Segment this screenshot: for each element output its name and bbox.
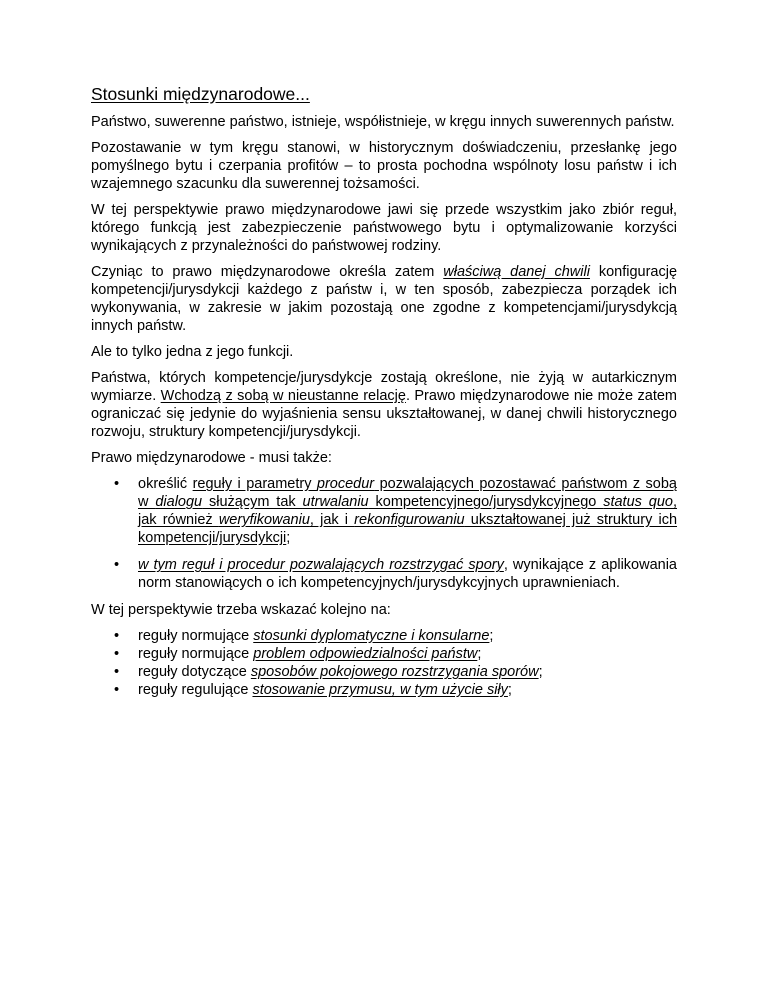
item-text: reguły regulujące <box>138 682 253 698</box>
underlined-text: Wchodzą z sobą w nieustanne relację <box>160 388 406 404</box>
item-text: ; <box>507 682 512 698</box>
list-item <box>91 556 677 592</box>
item-text: , jak i <box>309 512 355 528</box>
item-text: określić <box>138 476 193 492</box>
italic-text: procedur <box>316 476 375 492</box>
item-text: służącym tak <box>202 494 303 510</box>
emphasis-text: stosowanie przymusu, w tym użycie siły <box>252 682 508 698</box>
item-text: reguły dotyczące <box>138 664 251 680</box>
page-title: Stosunki międzynarodowe... <box>91 84 310 104</box>
item-text: , jak również <box>138 494 678 528</box>
paragraph-1: Państwo, suwerenne państwo, istnieje, współistnieje, w kręgu innych suwerennych państw. <box>91 114 675 130</box>
bullet-icon: • <box>114 664 120 680</box>
emphasis-text: problem odpowiedzialności państw <box>253 646 478 662</box>
item-text: ukształtowanej już struktury ich kompetencji/jurysdykcji <box>138 512 678 546</box>
emphasis-text: w tym reguł i procedur pozwalających rozstrzygać spory <box>138 557 504 573</box>
item-text: , wynikające z aplikowania norm stanowiących o ich kompetencyjnych/jurysdykcyjnych uprawnieniach. <box>138 557 677 591</box>
paragraph-5: Ale to tylko jedna z jego funkcji. <box>91 344 294 360</box>
item-text: kompetencyjnego/jurysdykcyjnego <box>368 494 604 510</box>
item-text: ; <box>538 664 543 680</box>
paragraph-8: W tej perspektywie trzeba wskazać kolejno na: <box>91 602 391 618</box>
item-text: pozwalających pozostawać państwom z sobą w <box>138 476 677 510</box>
bullet-icon: • <box>114 557 120 573</box>
paragraph-4-text: konfigurację kompetencji/jurysdykcji każdego z państw i, w ten sposób, zabezpiecza porządek ich wykonywania, w zakresie w jakim pozostają one zgodne z kompetencjami/jurysdykcją innych państw. <box>91 264 678 334</box>
emphasis-text: sposobów pokojowego rozstrzygania sporów <box>250 664 539 680</box>
bullet-list-1 <box>91 475 677 592</box>
italic-text: dialogu <box>155 494 203 510</box>
emphasis-text: właściwą danej chwili <box>443 264 590 280</box>
item-text: ; <box>286 530 291 546</box>
paragraph-6-text: . Prawo międzynarodowe nie może zatem ograniczać się jedynie do wyjaśnienia sensu ukształtowanej, w danej chwili historycznego rozwoju, struktury kompetencji/jurysdykcji. <box>91 388 677 440</box>
emphasis-text: stosunki dyplomatyczne i konsularne <box>253 628 490 644</box>
paragraph-4-text: Czyniąc to prawo międzynarodowe określa zatem <box>91 264 444 280</box>
item-text: ; <box>477 646 482 662</box>
italic-text: utrwalaniu <box>302 494 369 510</box>
paragraph-6 <box>91 369 677 441</box>
list-item <box>91 627 677 645</box>
list-item <box>91 475 677 547</box>
italic-text: rekonfigurowaniu <box>354 512 465 528</box>
bullet-icon: • <box>114 628 120 644</box>
paragraph-2: Pozostawanie w tym kręgu stanowi, w historycznym doświadczeniu, przesłankę jego pomyślnego bytu i czerpania profitów – to prosta pochodna wspólnoty losu państw i ich wzajemnego szacunku dla suwerennej tożsamości. <box>91 140 677 192</box>
list-item <box>91 663 677 681</box>
paragraph-7: Prawo międzynarodowe - musi także: <box>91 450 332 466</box>
italic-text: weryfikowaniu <box>218 512 310 528</box>
bullet-icon: • <box>114 646 120 662</box>
paragraph-3: W tej perspektywie prawo międzynarodowe jawi się przede wszystkim jako zbiór reguł, którego funkcją jest zabezpieczenie państwowego bytu i optymalizowanie korzyści wynikających z przynależności do państwowej rodziny. <box>91 202 677 254</box>
list-item <box>91 681 677 699</box>
item-text: reguły normujące <box>138 628 254 644</box>
bullet-list-2 <box>91 627 677 699</box>
item-text: reguły normujące <box>138 646 254 662</box>
bullet-icon: • <box>114 682 120 698</box>
italic-text: status quo <box>603 494 673 510</box>
item-text: ; <box>489 628 494 644</box>
bullet-icon: • <box>114 476 120 492</box>
paragraph-4 <box>91 263 677 335</box>
list-item <box>91 645 677 663</box>
underlined-text <box>138 476 677 546</box>
item-text: reguły i parametry <box>192 476 317 492</box>
paragraph-6-text: Państwa, których kompetencje/jurysdykcje zostają określone, nie żyją w autarkicznym wymiarze. <box>91 370 677 404</box>
